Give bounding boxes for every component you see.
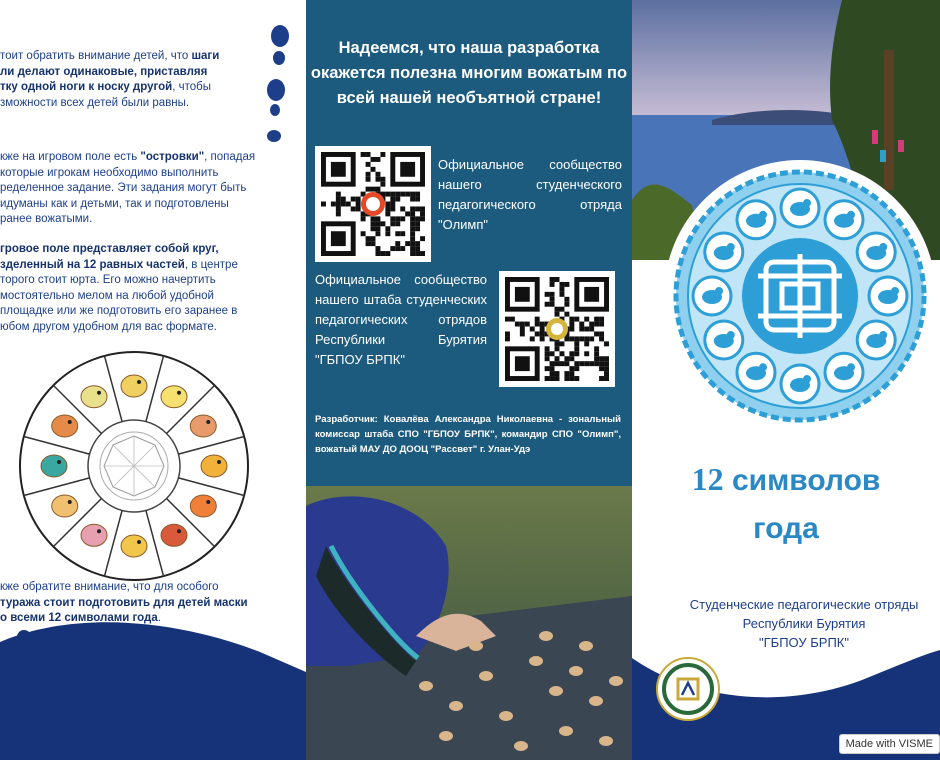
zodiac-medallion-icon xyxy=(705,233,743,271)
title-word: символов xyxy=(731,464,881,497)
zodiac-animal-icon xyxy=(161,524,187,546)
zodiac-medallion-icon xyxy=(857,233,895,271)
brochure-title xyxy=(632,455,940,553)
knucklebone-icon xyxy=(439,731,453,741)
footprints-icon xyxy=(262,14,292,144)
title-line2: года xyxy=(753,512,819,545)
middle-panel xyxy=(306,0,632,760)
knucklebone-icon xyxy=(579,641,593,651)
knucklebone-icon xyxy=(569,666,583,676)
developer-credit: Разработчик: Ковалёва Александра Николаевна - зональный комиссар штаба СПО "ГБПОУ БРПК", командир СПО "Олимп", вожатый МАУ ДО ДООЦ "Рассвет" г. Улан-Удэ xyxy=(315,414,621,455)
knucklebone-icon xyxy=(529,656,543,666)
left-panel xyxy=(0,0,306,760)
qr-code-icon xyxy=(505,277,609,381)
right-panel xyxy=(632,0,940,760)
zodiac-animal-icon xyxy=(52,415,78,437)
zodiac-wheel-diagram xyxy=(18,350,250,582)
title-number: 12 xyxy=(691,461,724,497)
zodiac-animal-icon xyxy=(201,455,227,477)
zodiac-medallion-icon xyxy=(869,277,907,315)
organization-name: Студенческие педагогические отряды Республики Бурятия "ГБПОУ БРПК" xyxy=(689,597,919,650)
zodiac-animal-icon xyxy=(41,455,67,477)
zodiac-animal-icon xyxy=(81,524,107,546)
zodiac-medallion-icon xyxy=(737,201,775,239)
zodiac-animal-icon xyxy=(81,386,107,408)
knucklebone-icon xyxy=(419,681,433,691)
islands-paragraph: кже на игровом поле есть "островки", попадая которые игрокам необходимо выполнить ределенное задание. Эти задания могут быть идуманы как и детьми, так и подготовлены ранее вожатыми. xyxy=(0,151,256,225)
game-photo xyxy=(306,486,632,760)
zodiac-animal-icon xyxy=(121,535,147,557)
zodiac-medallion-icon xyxy=(825,353,863,391)
knucklebone-icon xyxy=(609,676,623,686)
qr1-caption: Официальное сообщество нашего студенческого педагогического отряда "Олимп" xyxy=(438,157,622,232)
closing-heading: Надеемся, что наша разработка окажется полезна многим вожатым по всей нашей необъятной стране! xyxy=(310,39,628,107)
zodiac-medallion-icon xyxy=(825,201,863,239)
zodiac-animal-icon xyxy=(52,495,78,517)
knucklebone-icon xyxy=(539,631,553,641)
masks-paragraph: кже обратите внимание, что для особого туража стоит подготовить для детей маски о всеми 12 символами года. xyxy=(0,581,248,624)
qr-code-brpk[interactable] xyxy=(499,271,615,387)
zodiac-animal-icon xyxy=(190,495,216,517)
knucklebone-icon xyxy=(479,671,493,681)
knucklebone-icon xyxy=(469,641,483,651)
zodiac-medallion-icon xyxy=(705,321,743,359)
knucklebone-icon xyxy=(549,686,563,696)
bottom-wave-decoration xyxy=(0,612,306,760)
zodiac-medallion-icon xyxy=(781,189,819,227)
knucklebone-icon xyxy=(514,741,528,751)
zodiac-medallion-icon xyxy=(693,277,731,315)
steps-paragraph: тоит обратить внимание детей, что шаги ли делают одинаковые, приставляя тку одной ноги к носку другой, чтобы зможности всех детей были равны. xyxy=(0,50,220,109)
twelve-symbols-emblem xyxy=(662,158,938,434)
visme-badge[interactable]: Made with VISME xyxy=(839,734,940,754)
field-paragraph: гровое поле представляет собой круг, зделенный на 12 равных частей, в центре торого стоит юрта. Его можно начертить мостоятельно мелом на любой удобной площадке или же подготовить его заранее в юбом другом удобном для вас формате. xyxy=(0,243,238,333)
qr-code-icon xyxy=(321,152,425,256)
zodiac-medallion-icon xyxy=(857,321,895,359)
qr-code-olimp[interactable] xyxy=(315,146,431,262)
zodiac-animal-icon xyxy=(121,375,147,397)
knucklebone-icon xyxy=(449,701,463,711)
qr2-caption: Официальное сообщество нашего штаба студенческих педагогических отрядов Республики Бурятия "ГБПОУ БРПК" xyxy=(315,272,487,367)
org-logo-icon xyxy=(656,657,720,721)
knucklebone-icon xyxy=(599,736,613,746)
knucklebone-icon xyxy=(499,711,513,721)
knucklebone-icon xyxy=(589,696,603,706)
knucklebone-icon xyxy=(559,726,573,736)
zodiac-medallion-icon xyxy=(737,353,775,391)
zodiac-medallion-icon xyxy=(781,365,819,403)
zodiac-animal-icon xyxy=(190,415,216,437)
zodiac-animal-icon xyxy=(161,386,187,408)
